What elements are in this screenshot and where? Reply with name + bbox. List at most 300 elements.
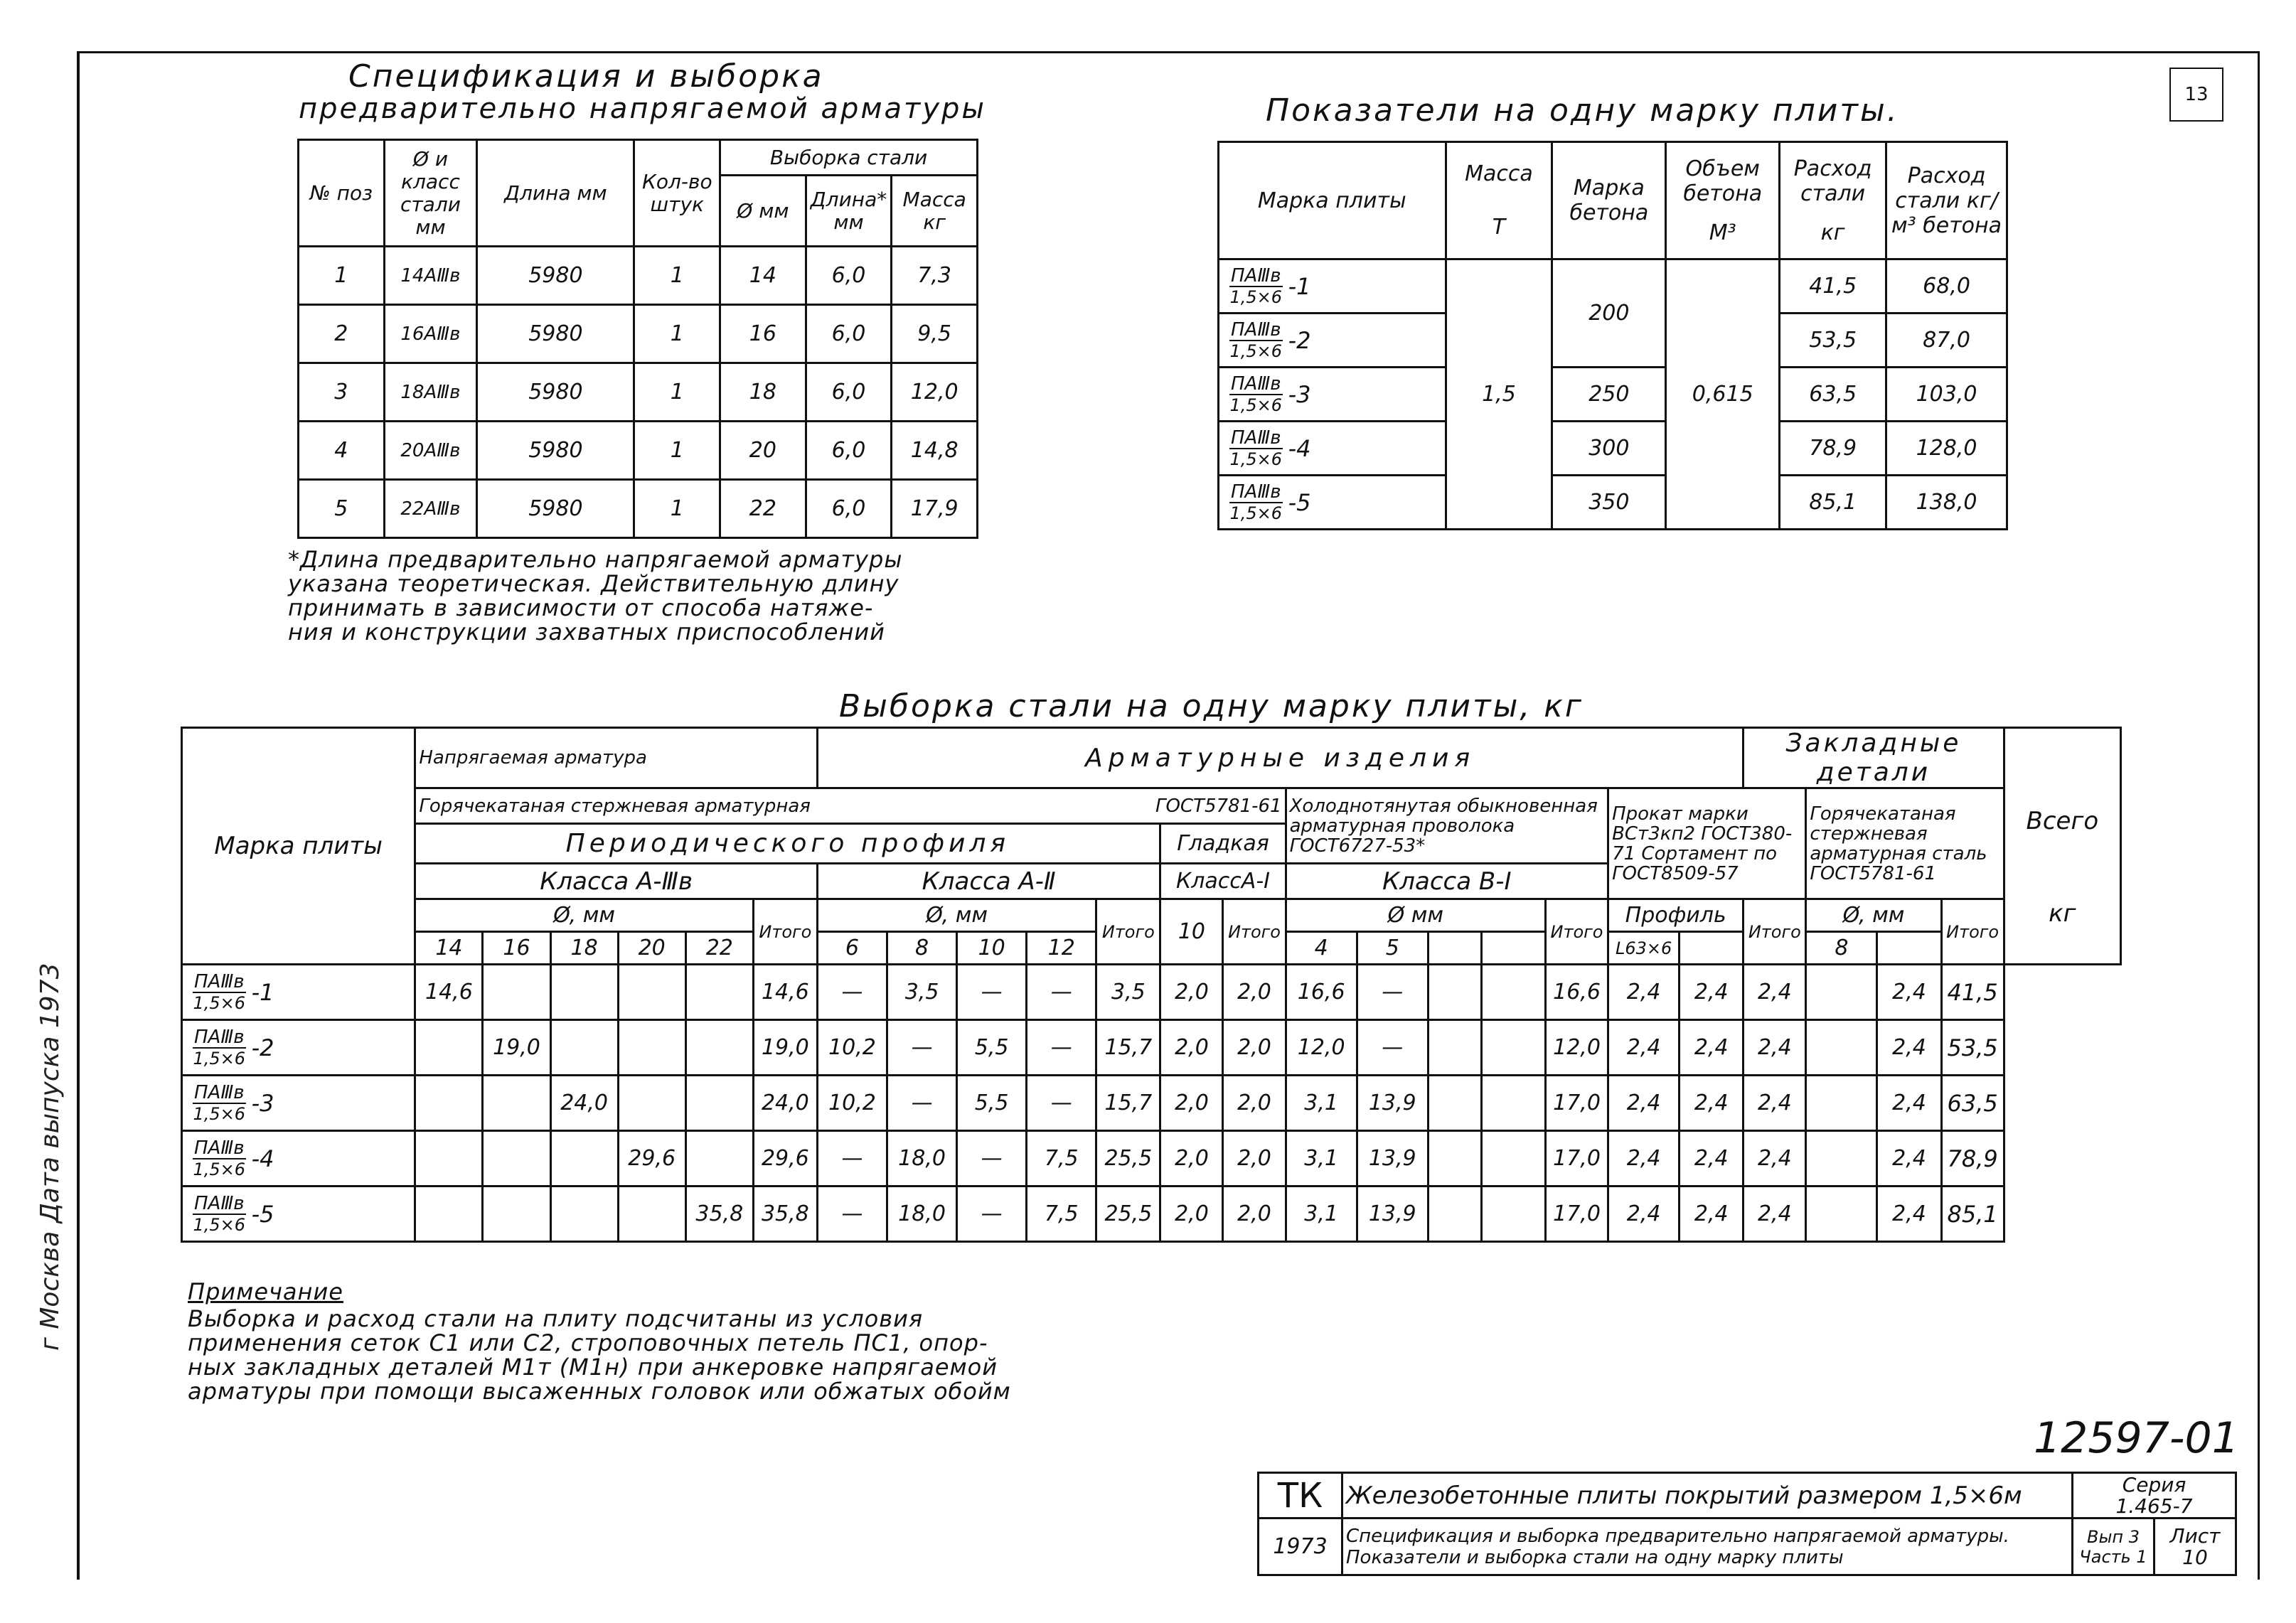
plate-mark-top: ПАⅢв — [194, 970, 245, 992]
vyb-h-hol: Холоднотянутая обыкновенная арматурная проволока ГОСТ6727-53* — [1286, 788, 1608, 864]
vyb-cell — [1428, 1187, 1481, 1242]
pok-h-steel-unit: кг — [1820, 220, 1845, 245]
vyb-cell: 2,4 — [1680, 1131, 1744, 1187]
spec-cell-cls: 14AⅢв — [384, 247, 477, 305]
pok-cell-ratio: 138,0 — [1886, 476, 2007, 530]
vyb-cell: 2,4 — [1744, 1076, 1806, 1131]
vyb-cell: 53,5 — [1941, 1020, 2004, 1076]
vyb-cell: 2,4 — [1608, 1131, 1680, 1187]
spec-cell-qty: 1 — [634, 305, 720, 363]
spec-cell-cls: 18AⅢв — [384, 363, 477, 422]
vyb-cell: 19,0 — [483, 1020, 550, 1076]
vyb-h-profil: Профиль — [1608, 899, 1744, 932]
vyb-cell: 24,0 — [550, 1076, 618, 1131]
vyb-h-c20: 20 — [618, 932, 685, 965]
pok-cell-steel: 78,9 — [1780, 422, 1886, 476]
vyb-cell — [1481, 1131, 1545, 1187]
vyb-cell: 2,0 — [1223, 1020, 1286, 1076]
stamp-seria-label: Серия — [2122, 1472, 2186, 1496]
vyb-h-kg: кг — [2049, 899, 2076, 928]
pok-cell-steel: 63,5 — [1780, 368, 1886, 422]
vyb-cell — [1428, 1076, 1481, 1131]
spec-cell-l: 6,0 — [806, 422, 892, 480]
vyb-h-gor-text: Горячекатаная стержневая арматурная — [419, 795, 811, 817]
pok-cell-steel: 41,5 — [1780, 259, 1886, 314]
plate-mark — [1229, 482, 1283, 523]
vyb-h-mark: Марка плиты — [182, 728, 415, 965]
footnote-line: принимать в зависимости от способа натяже- — [288, 594, 874, 621]
pok-cell-ratio: 87,0 — [1886, 314, 2007, 368]
vyb-cell: 14,6 — [415, 965, 483, 1020]
vyb-cell: 2,4 — [1608, 1187, 1680, 1242]
vyb-row — [182, 1131, 2121, 1187]
plate-mark-bottom: 1,5×6 — [1229, 449, 1283, 469]
vyb-cell — [1806, 1131, 1877, 1187]
plate-mark — [193, 1194, 246, 1235]
vyb-h-c5: 5 — [1357, 932, 1428, 965]
plate-mark-suffix: -4 — [251, 1145, 274, 1172]
vyb-h-c8: 8 — [887, 932, 957, 965]
spec-cell-cls: 20AⅢв — [384, 422, 477, 480]
vyb-cell: — — [1027, 1076, 1096, 1131]
vyb-cell: 35,8 — [753, 1187, 817, 1242]
vyb-cell: 2,4 — [1877, 1131, 1941, 1187]
spec-cell-qty: 1 — [634, 422, 720, 480]
spec-h-m: Масса кг — [892, 176, 978, 247]
vyb-cell: 13,9 — [1357, 1076, 1428, 1131]
spec-cell-cls: 22AⅢв — [384, 480, 477, 538]
vyb-cell: 10,2 — [817, 1076, 887, 1131]
vyb-h-itogo6: Итого — [1941, 899, 2004, 965]
vyb-cell-mark — [182, 965, 415, 1020]
plate-mark-top: ПАⅢв — [194, 1081, 245, 1103]
vyb-h-a2: Класса А-Ⅱ — [817, 864, 1160, 899]
plate-mark-top: ПАⅢв — [1231, 427, 1281, 449]
pok-cell-vol: 0,615 — [1666, 259, 1780, 530]
vyb-cell — [618, 1076, 685, 1131]
vyb-cell: 3,5 — [887, 965, 957, 1020]
vyb-cell: 2,4 — [1877, 1076, 1941, 1131]
vyb-cell: 2,0 — [1160, 965, 1223, 1020]
vyb-cell: 2,0 — [1223, 1076, 1286, 1131]
vyb-cell: 15,7 — [1096, 1076, 1160, 1131]
pok-cell-steel: 53,5 — [1780, 314, 1886, 368]
vyb-cell: — — [887, 1076, 957, 1131]
vyb-cell: 2,4 — [1608, 1020, 1680, 1076]
vyb-cell — [1806, 965, 1877, 1020]
vyb-cell: 2,0 — [1160, 1076, 1223, 1131]
spec-cell-len: 5980 — [477, 422, 634, 480]
vyb-cell: 24,0 — [753, 1076, 817, 1131]
vyb-h-c63: L63×6 — [1608, 932, 1680, 965]
vyb-h-empty1 — [1428, 932, 1481, 965]
pok-cell-grade: 350 — [1552, 476, 1666, 530]
note-line: ных закладных деталей М1т (М1н) при анкеровке напрягаемой — [188, 1354, 998, 1381]
spec-cell-m: 17,9 — [892, 480, 978, 538]
vyb-cell: 2,4 — [1680, 965, 1744, 1020]
vyb-h-napr: Напрягаемая арматура — [415, 728, 818, 788]
pok-cell-mark — [1219, 259, 1446, 314]
vyb-cell: 2,4 — [1744, 965, 1806, 1020]
pok-h-mass-text: Масса — [1465, 161, 1533, 186]
pok-cell-mark — [1219, 476, 1446, 530]
vyb-cell: 2,4 — [1877, 1187, 1941, 1242]
spec-cell-l: 6,0 — [806, 247, 892, 305]
pok-cell-grade: 300 — [1552, 422, 1666, 476]
vyb-h-arm: Арматурные изделия — [817, 728, 1743, 788]
vyb-cell — [1481, 1187, 1545, 1242]
plate-mark-suffix: -4 — [1288, 434, 1311, 462]
vyb-cell: 17,0 — [1545, 1076, 1608, 1131]
vyb-cell — [415, 1131, 483, 1187]
spec-h-len: Длина мм — [477, 140, 634, 247]
spec-cell-len: 5980 — [477, 480, 634, 538]
vyb-cell — [550, 1020, 618, 1076]
vyb-cell: 78,9 — [1941, 1131, 2004, 1187]
vyb-cell: 2,4 — [1744, 1020, 1806, 1076]
vyb-cell-mark — [182, 1020, 415, 1076]
vyb-cell: 3,1 — [1286, 1131, 1357, 1187]
vyb-h-gor — [415, 788, 1286, 824]
vyb-cell — [1481, 965, 1545, 1020]
plate-mark-top: ПАⅢв — [1231, 373, 1281, 395]
spec-cell-cls: 16AⅢв — [384, 305, 477, 363]
vyb-cell: 35,8 — [685, 1187, 753, 1242]
title-stamp — [1257, 1472, 2237, 1576]
spec-cell-qty: 1 — [634, 480, 720, 538]
vyb-cell: 29,6 — [753, 1131, 817, 1187]
vyb-cell — [685, 1076, 753, 1131]
pok-cell-steel: 85,1 — [1780, 476, 1886, 530]
spec-title-1: Спецификация и выборка — [348, 58, 824, 95]
vyb-h-itogo1: Итого — [753, 899, 817, 965]
vyb-cell: — — [957, 965, 1027, 1020]
vyb-cell: 25,5 — [1096, 1131, 1160, 1187]
pok-h-ratio: Расход стали кг/м³ бетона — [1886, 142, 2007, 259]
vyb-cell — [1806, 1187, 1877, 1242]
pok-row — [1219, 259, 2007, 314]
vyb-table — [181, 727, 2122, 1243]
pok-row — [1219, 476, 2007, 530]
stamp-list-label: Лист — [2169, 1523, 2221, 1548]
vyb-h-c22: 22 — [685, 932, 753, 965]
plate-mark-bottom: 1,5×6 — [193, 1048, 246, 1068]
vyb-cell: 10,2 — [817, 1020, 887, 1076]
vyb-h-c6: 6 — [817, 932, 887, 965]
vyb-cell: — — [957, 1187, 1027, 1242]
vyb-cell: 41,5 — [1941, 965, 2004, 1020]
pok-cell-mark — [1219, 314, 1446, 368]
spec-cell-d: 14 — [720, 247, 806, 305]
vyb-cell: 5,5 — [957, 1020, 1027, 1076]
vyb-cell: 63,5 — [1941, 1076, 2004, 1131]
spec-cell-len: 5980 — [477, 363, 634, 422]
vyb-cell: 2,4 — [1744, 1131, 1806, 1187]
pok-h-vol-text: Объем бетона — [1683, 156, 1763, 206]
spec-cell-d: 18 — [720, 363, 806, 422]
spec-cell-pos: 2 — [299, 305, 385, 363]
pok-cell-grade: 200 — [1552, 259, 1666, 368]
plate-mark-suffix: -1 — [251, 978, 274, 1006]
vyb-h-phi4: Ø, мм — [1806, 899, 1941, 932]
vyb-cell — [1428, 1020, 1481, 1076]
pok-h-mark-text: Марка плиты — [1257, 188, 1406, 213]
vyb-cell: 5,5 — [957, 1076, 1027, 1131]
plate-mark-top: ПАⅢв — [1231, 264, 1281, 286]
vyb-cell — [618, 1020, 685, 1076]
spec-h-l: Длина* мм — [806, 176, 892, 247]
plate-mark — [1229, 374, 1283, 415]
vyb-cell: 18,0 — [887, 1187, 957, 1242]
vyb-cell — [415, 1076, 483, 1131]
vyb-cell: 2,4 — [1608, 965, 1680, 1020]
stamp-vyp: Вып 3 Часть 1 — [2073, 1518, 2154, 1575]
vyb-cell: 12,0 — [1286, 1020, 1357, 1076]
spec-cell-l: 6,0 — [806, 305, 892, 363]
vyb-h-glad: Гладкая — [1160, 824, 1286, 864]
spec-footnote — [288, 547, 903, 644]
spec-cell-l: 6,0 — [806, 480, 892, 538]
note-line: применения сеток С1 или С2, строповочных петель ПС1, опор- — [188, 1329, 988, 1356]
vyb-cell: 2,0 — [1223, 965, 1286, 1020]
pok-cell-mass: 1,5 — [1446, 259, 1552, 530]
pok-cell-ratio: 128,0 — [1886, 422, 2007, 476]
vyb-cell — [685, 1131, 753, 1187]
plate-mark-bottom: 1,5×6 — [1229, 286, 1283, 307]
vyb-h-empty2 — [1481, 932, 1545, 965]
spec-cell-len: 5980 — [477, 305, 634, 363]
spec-h-qty: Кол-во штук — [634, 140, 720, 247]
vyb-cell: 7,5 — [1027, 1187, 1096, 1242]
vyb-h-zakl: Закладные детали — [1744, 728, 2004, 788]
footnote-line: указана теоретическая. Действительную длину — [288, 570, 899, 597]
plate-mark-bottom: 1,5×6 — [193, 1214, 246, 1235]
vyb-cell — [685, 1020, 753, 1076]
vyb-h-a1: КлассА-Ⅰ — [1160, 864, 1286, 899]
stamp-list-value: 10 — [2182, 1545, 2208, 1569]
vyb-cell: 14,6 — [753, 965, 817, 1020]
pok-title: Показатели на одну марку плиты. — [1266, 92, 1899, 129]
doc-number: 12597-01 — [2034, 1413, 2239, 1463]
plate-mark-suffix: -3 — [1288, 380, 1311, 408]
vyb-cell-mark — [182, 1131, 415, 1187]
spec-cell-qty: 1 — [634, 363, 720, 422]
pok-h-grade: Марка бетона — [1552, 142, 1666, 259]
vyb-h-gost5781: ГОСТ5781-61 — [1155, 795, 1282, 817]
vyb-h-phi1: Ø, мм — [415, 899, 753, 932]
plate-mark — [193, 1027, 246, 1068]
vyb-cell: 3,1 — [1286, 1187, 1357, 1242]
plate-mark-suffix: -2 — [251, 1034, 274, 1061]
vyb-h-a3: Класса А-Ⅲв — [415, 864, 818, 899]
pok-cell-grade: 250 — [1552, 368, 1666, 422]
vyb-cell-mark — [182, 1187, 415, 1242]
pok-table — [1217, 141, 2008, 530]
plate-mark-top: ПАⅢв — [1231, 318, 1281, 341]
vyb-cell: — — [817, 1187, 887, 1242]
pok-cell-ratio: 103,0 — [1886, 368, 2007, 422]
vyb-cell — [1428, 965, 1481, 1020]
vyb-cell: 2,4 — [1744, 1187, 1806, 1242]
spec-cell-len: 5980 — [477, 247, 634, 305]
stamp-seria — [2073, 1473, 2236, 1518]
spec-row — [299, 305, 978, 363]
spec-cell-qty: 1 — [634, 247, 720, 305]
pok-cell-ratio: 68,0 — [1886, 259, 2007, 314]
vyb-row — [182, 965, 2121, 1020]
vyb-cell: 7,5 — [1027, 1131, 1096, 1187]
pok-h-vol — [1666, 142, 1780, 259]
spec-row — [299, 247, 978, 305]
spec-cell-pos: 1 — [299, 247, 385, 305]
spec-cell-d: 16 — [720, 305, 806, 363]
vyb-cell — [483, 965, 550, 1020]
vyb-title: Выборка стали на одну марку плиты, кг — [839, 688, 1584, 724]
note-line: Выборка и расход стали на плиту подсчитаны из условия — [188, 1305, 924, 1332]
vyb-cell — [415, 1020, 483, 1076]
vyb-cell: 25,5 — [1096, 1187, 1160, 1242]
vyb-row — [182, 1020, 2121, 1076]
plate-mark-bottom: 1,5×6 — [1229, 503, 1283, 523]
vyb-cell: 15,7 — [1096, 1020, 1160, 1076]
vyb-cell: 2,0 — [1160, 1020, 1223, 1076]
pok-row — [1219, 368, 2007, 422]
vyb-cell — [618, 1187, 685, 1242]
vyb-cell — [1481, 1076, 1545, 1131]
vyb-cell: 18,0 — [887, 1131, 957, 1187]
spec-cell-m: 7,3 — [892, 247, 978, 305]
plate-mark-suffix: -2 — [1288, 326, 1311, 354]
vyb-h-itogo5: Итого — [1744, 899, 1806, 965]
plate-mark-bottom: 1,5×6 — [193, 992, 246, 1013]
vyb-cell: 85,1 — [1941, 1187, 2004, 1242]
vyb-cell: 2,0 — [1223, 1131, 1286, 1187]
pok-row — [1219, 422, 2007, 476]
note-line: арматуры при помощи высаженных головок или обжатых обойм — [188, 1378, 1011, 1405]
vyb-cell — [1428, 1131, 1481, 1187]
vyb-cell — [685, 965, 753, 1020]
spec-cell-m: 14,8 — [892, 422, 978, 480]
vyb-h-c10: 10 — [957, 932, 1027, 965]
vyb-cell: — — [1027, 965, 1096, 1020]
plate-mark — [193, 1138, 246, 1179]
spec-h-pos: № поз — [299, 140, 385, 247]
stamp-list — [2154, 1518, 2236, 1575]
vyb-h-vsego-text: Всего — [2026, 807, 2099, 835]
spec-cell-m: 12,0 — [892, 363, 978, 422]
vyb-h-per: Периодического профиля — [415, 824, 1160, 864]
vyb-cell: — — [1357, 965, 1428, 1020]
vyb-cell: 3,1 — [1286, 1076, 1357, 1131]
plate-mark-suffix: -5 — [1288, 488, 1311, 516]
vyb-h-gor2: Горячекатаная стержневая арматурная сталь ГОСТ5781-61 — [1806, 788, 2004, 899]
vyb-cell — [1481, 1020, 1545, 1076]
spec-cell-l: 6,0 — [806, 363, 892, 422]
spec-table — [297, 139, 978, 539]
pok-h-mass-unit: Т — [1492, 215, 1506, 240]
spec-cell-d: 22 — [720, 480, 806, 538]
vyb-cell — [618, 965, 685, 1020]
vyb-h-c12: 12 — [1027, 932, 1096, 965]
vyb-h-phi2: Ø, мм — [817, 899, 1096, 932]
spec-cell-d: 20 — [720, 422, 806, 480]
plate-mark-suffix: -5 — [251, 1200, 274, 1228]
spec-h-cls: Ø и класс стали мм — [384, 140, 477, 247]
vyb-cell — [550, 1131, 618, 1187]
vyb-h-itogo3: Итого — [1223, 899, 1286, 965]
vyb-cell: 2,4 — [1877, 1020, 1941, 1076]
plate-mark-top: ПАⅢв — [194, 1192, 245, 1214]
vyb-cell-mark — [182, 1076, 415, 1131]
plate-mark-top: ПАⅢв — [194, 1026, 245, 1048]
pok-h-mark — [1219, 142, 1446, 259]
vyb-h-phi3: Ø мм — [1286, 899, 1545, 932]
spec-cell-m: 9,5 — [892, 305, 978, 363]
spec-row — [299, 422, 978, 480]
vyb-cell — [1806, 1076, 1877, 1131]
stamp-year: 1973 — [1259, 1518, 1342, 1575]
vyb-cell: 13,9 — [1357, 1187, 1428, 1242]
vyb-cell — [483, 1187, 550, 1242]
plate-mark-suffix: -1 — [1288, 272, 1311, 300]
vyb-h-c10b: 10 — [1160, 899, 1223, 965]
vyb-cell: 16,6 — [1545, 965, 1608, 1020]
vyb-cell: 13,9 — [1357, 1131, 1428, 1187]
vyb-h-b1: Класса В-Ⅰ — [1286, 864, 1608, 899]
vyb-cell: 12,0 — [1545, 1020, 1608, 1076]
vyb-cell: 17,0 — [1545, 1131, 1608, 1187]
vyb-cell: — — [817, 1131, 887, 1187]
spec-cell-pos: 3 — [299, 363, 385, 422]
vyb-cell: 2,0 — [1223, 1187, 1286, 1242]
plate-mark — [193, 1083, 246, 1124]
note-block — [188, 1280, 1011, 1403]
vyb-h-empty4 — [1877, 932, 1941, 965]
pok-h-steel-text: Расход стали — [1793, 156, 1872, 206]
page-number: 13 — [2169, 68, 2223, 122]
vyb-cell: — — [957, 1131, 1027, 1187]
vyb-cell — [550, 965, 618, 1020]
vyb-cell: 3,5 — [1096, 965, 1160, 1020]
vyb-cell — [415, 1187, 483, 1242]
vyb-h-c14: 14 — [415, 932, 483, 965]
plate-mark — [1229, 320, 1283, 361]
vyb-row — [182, 1076, 2121, 1131]
stamp-desc: Спецификация и выборка предварительно напрягаемой арматуры. Показатели и выборка стали на одну марку плиты — [1342, 1518, 2073, 1575]
vyb-h-prokat: Прокат марки ВСт3кп2 ГОСТ380-71 Сортамент по ГОСТ8509-57 — [1608, 788, 1806, 899]
vyb-cell: — — [887, 1020, 957, 1076]
plate-mark-top: ПАⅢв — [194, 1137, 245, 1159]
margin-text: г Москва Дата выпуска 1973 — [36, 963, 65, 1351]
vyb-h-itogo4: Итого — [1545, 899, 1608, 965]
vyb-cell: — — [817, 965, 887, 1020]
vyb-cell: 2,4 — [1680, 1187, 1744, 1242]
vyb-h-itogo2: Итого — [1096, 899, 1160, 965]
vyb-cell: — — [1357, 1020, 1428, 1076]
plate-mark — [193, 972, 246, 1013]
plate-mark — [1229, 266, 1283, 307]
note-heading: Примечание — [188, 1278, 343, 1305]
vyb-cell — [1806, 1020, 1877, 1076]
spec-title-2: предварительно напрягаемой арматуры — [299, 92, 986, 125]
vyb-cell: 2,0 — [1160, 1187, 1223, 1242]
spec-row — [299, 363, 978, 422]
vyb-cell: 29,6 — [618, 1131, 685, 1187]
stamp-tk: ТК — [1259, 1473, 1342, 1518]
vyb-cell — [483, 1076, 550, 1131]
spec-cell-pos: 4 — [299, 422, 385, 480]
spec-h-vyb: Выборка стали — [720, 140, 978, 176]
